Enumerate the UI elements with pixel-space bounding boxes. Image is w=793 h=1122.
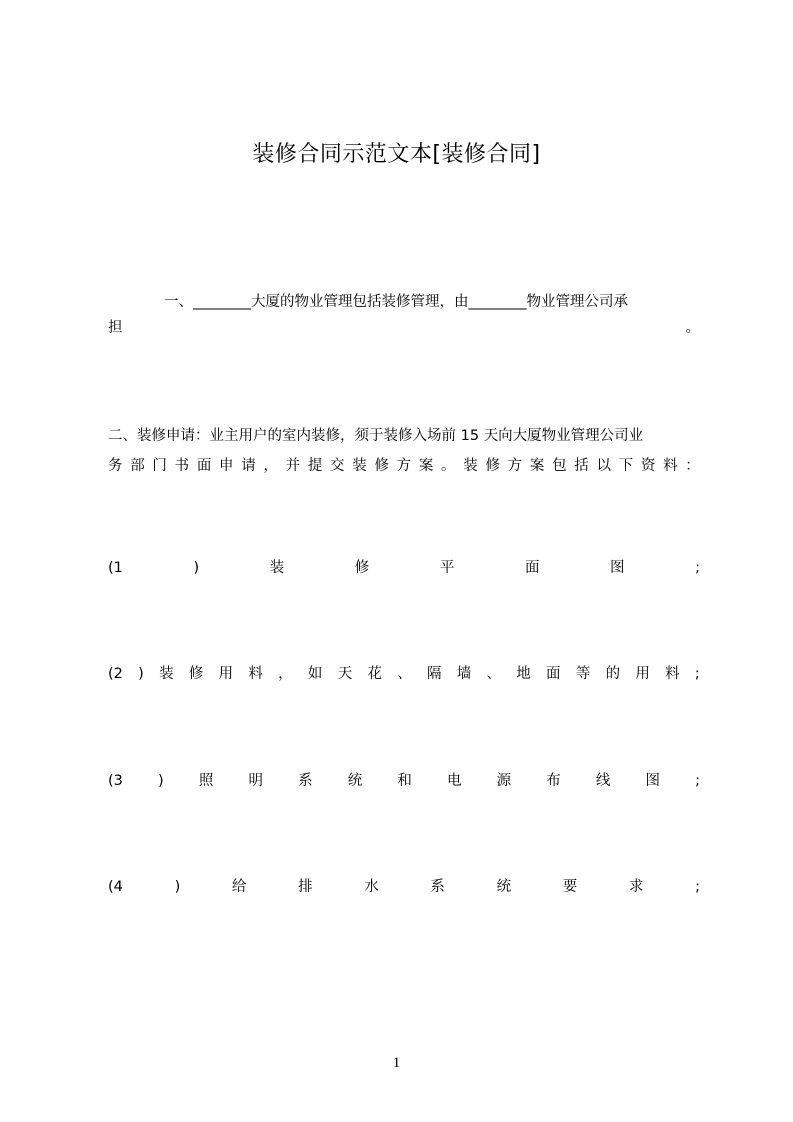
paragraph-1-line-1: 一、________大厦的物业管理包括装修管理，由________物业管理公司承 xyxy=(164,294,628,310)
glyph: 案 xyxy=(418,458,434,474)
list-item-4 xyxy=(108,877,700,897)
glyph: 源 xyxy=(496,773,512,789)
glyph: ， xyxy=(263,458,278,474)
list-item-3 xyxy=(108,771,700,791)
glyph: 装 xyxy=(159,666,174,682)
glyph: ) xyxy=(158,773,164,789)
page-number: 1 xyxy=(392,1055,401,1071)
glyph: 方 xyxy=(507,458,523,474)
glyph: ; xyxy=(695,560,700,576)
glyph: 天 xyxy=(337,666,353,682)
glyph: 和 xyxy=(397,773,412,789)
glyph: 面 xyxy=(524,560,540,576)
glyph: 料 xyxy=(663,458,678,474)
glyph: 并 xyxy=(285,458,301,474)
glyph: 求 xyxy=(628,879,644,895)
glyph: ; xyxy=(695,773,700,789)
glyph: 提 xyxy=(307,458,323,474)
glyph: 水 xyxy=(364,879,379,895)
glyph: 地 xyxy=(516,666,531,682)
paragraph-1-line-2 xyxy=(108,318,700,338)
glyph: 图 xyxy=(610,560,625,576)
glyph: ) xyxy=(138,666,144,682)
glyph: 修 xyxy=(188,666,204,682)
list-item-2 xyxy=(108,664,700,684)
glyph: 门 xyxy=(152,458,167,474)
glyph: 等 xyxy=(575,666,591,682)
glyph: 墙 xyxy=(456,666,472,682)
glyph: 面 xyxy=(196,458,212,474)
glyph: 括 xyxy=(574,458,589,474)
glyph: 请 xyxy=(241,458,256,474)
glyph: 以 xyxy=(596,458,611,474)
glyph: 修 xyxy=(374,458,389,474)
glyph: 给 xyxy=(231,879,247,895)
glyph: 修 xyxy=(485,458,500,474)
glyph: 图 xyxy=(645,773,660,789)
glyph: 料 xyxy=(665,666,680,682)
glyph: 、 xyxy=(486,666,502,682)
paragraph-1-line-2-start: 担 xyxy=(108,320,123,336)
glyph: 明 xyxy=(248,773,263,789)
glyph: 下 xyxy=(618,458,634,474)
glyph: 装 xyxy=(269,560,285,576)
glyph: ， xyxy=(278,666,293,682)
glyph: 布 xyxy=(546,773,561,789)
glyph: ) xyxy=(193,560,200,576)
glyph: ： xyxy=(685,458,700,474)
glyph: 装 xyxy=(463,458,478,474)
paragraph-2-line-1: 二、装修申请：业主用户的室内装修，须于装修入场前 15 天向大厦物业管理公司业 xyxy=(108,428,644,444)
glyph: 系 xyxy=(298,773,313,789)
glyph: 要 xyxy=(562,879,578,895)
glyph: 包 xyxy=(552,458,567,474)
glyph: 统 xyxy=(347,773,363,789)
glyph: (4 xyxy=(108,879,123,895)
glyph: 部 xyxy=(130,458,145,474)
glyph: 隔 xyxy=(426,666,442,682)
glyph: 花 xyxy=(367,666,382,682)
glyph: 照 xyxy=(198,773,214,789)
glyph: 用 xyxy=(218,666,234,682)
glyph: 修 xyxy=(354,560,370,576)
glyph: 方 xyxy=(396,458,412,474)
glyph: 面 xyxy=(546,666,561,682)
glyph: 如 xyxy=(307,666,323,682)
glyph: 交 xyxy=(330,458,345,474)
glyph: 、 xyxy=(397,666,412,682)
glyph: 。 xyxy=(441,458,456,474)
glyph: (3 xyxy=(108,773,123,789)
glyph: ) xyxy=(174,879,181,895)
paragraph-2-line-2 xyxy=(108,456,700,476)
glyph: (1 xyxy=(108,560,123,576)
glyph: 装 xyxy=(352,458,367,474)
glyph: 平 xyxy=(439,560,455,576)
glyph: 资 xyxy=(640,458,656,474)
glyph: 料 xyxy=(248,666,263,682)
glyph: (2 xyxy=(108,666,123,682)
glyph: 书 xyxy=(174,458,190,474)
glyph: 系 xyxy=(430,879,445,895)
glyph: 务 xyxy=(108,458,123,474)
glyph: 排 xyxy=(298,879,313,895)
paragraph-1-line-2-end: 。 xyxy=(685,320,700,336)
glyph: 申 xyxy=(219,458,234,474)
glyph: 电 xyxy=(446,773,462,789)
glyph: 用 xyxy=(635,666,650,682)
glyph: 统 xyxy=(496,879,512,895)
glyph: ; xyxy=(694,666,700,682)
glyph: 线 xyxy=(595,773,611,789)
glyph: ; xyxy=(695,879,700,895)
glyph: 的 xyxy=(605,666,621,682)
glyph: 案 xyxy=(529,458,545,474)
document-title: 装修合同示范文本[装修合同] xyxy=(252,142,541,167)
list-item-1 xyxy=(108,558,700,578)
